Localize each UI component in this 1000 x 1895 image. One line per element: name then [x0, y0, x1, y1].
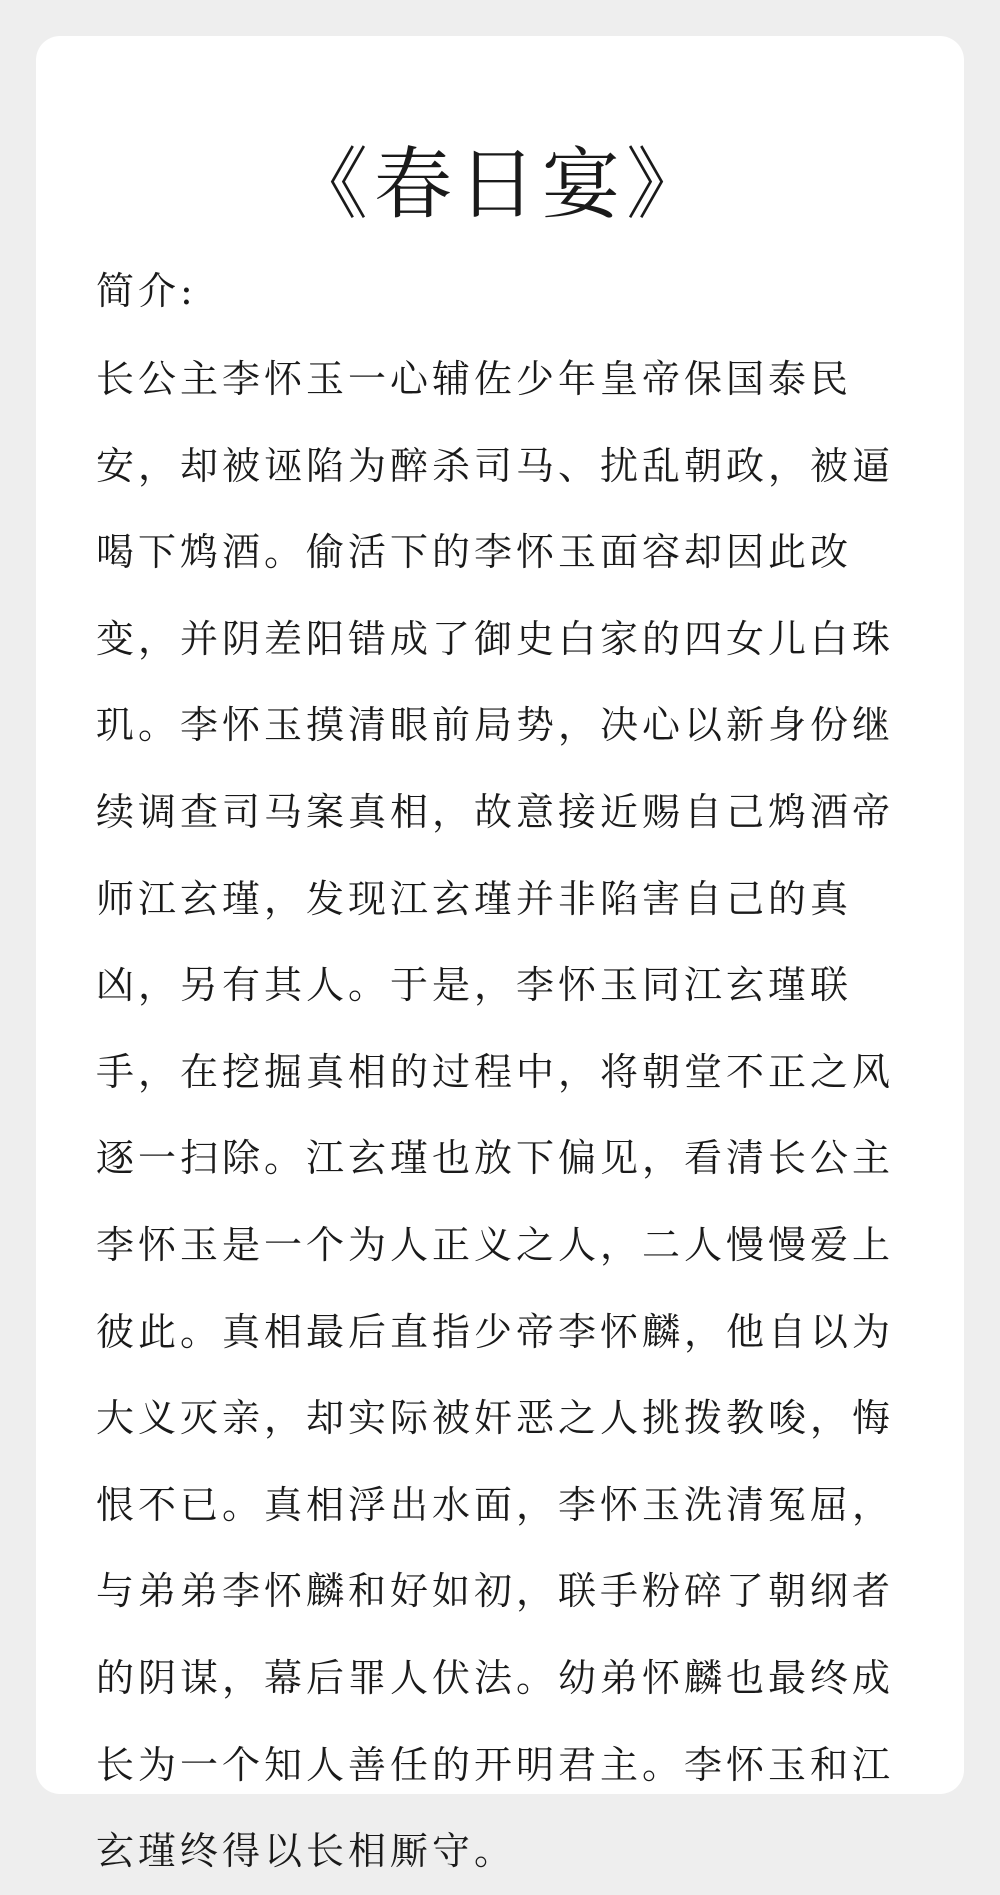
synopsis-line: 与弟弟李怀麟和好如初，联手粉碎了朝纲者 [96, 1569, 895, 1614]
synopsis-line: 恨不已。真相浮出水面，李怀玉洗清冤屈， [96, 1482, 895, 1527]
synopsis-line: 的阴谋，幕后罪人伏法。幼弟怀麟也最终成 [96, 1655, 895, 1700]
synopsis-line: 手，在挖掘真相的过程中，将朝堂不正之风 [96, 1049, 895, 1094]
synopsis-line: 凶，另有其人。于是，李怀玉同江玄瑾联 [96, 963, 853, 1008]
synopsis-line: 逐一扫除。江玄瑾也放下偏见，看清长公主 [96, 1136, 895, 1181]
synopsis-line: 师江玄瑾，发现江玄瑾并非陷害自己的真 [96, 876, 853, 921]
synopsis-line: 李怀玉是一个为人正义之人，二人慢慢爱上 [96, 1222, 895, 1267]
synopsis-line: 长为一个知人善任的开明君主。李怀玉和江 [96, 1742, 895, 1787]
synopsis-line: 续调查司马案真相，故意接近赐自己鸩酒帝 [96, 789, 895, 834]
synopsis-line: 喝下鸩酒。偷活下的李怀玉面容却因此改 [96, 530, 853, 575]
page-background-strip [0, 1801, 1000, 1823]
synopsis-line: 彼此。真相最后直指少帝李怀麟，他自以为 [96, 1309, 895, 1354]
document-title: 《春日宴》 [289, 140, 710, 230]
synopsis-text [96, 336, 932, 1895]
synopsis-line: 玑。李怀玉摸清眼前局势，决心以新身份继 [96, 703, 895, 748]
synopsis-line: 变，并阴差阳错成了御史白家的四女儿白珠 [96, 616, 895, 661]
section-label: 简介: [96, 269, 197, 313]
synopsis-line: 长公主李怀玉一心辅佐少年皇帝保国泰民 [96, 357, 853, 401]
synopsis-line: 大义灭亲，却实际被奸恶之人挑拨教唆，悔 [96, 1396, 895, 1441]
synopsis-line: 安，却被诬陷为醉杀司马、扰乱朝政，被逼 [96, 443, 895, 488]
document-card [36, 36, 964, 1874]
synopsis-line: 玄瑾终得以长相厮守。 [96, 1829, 517, 1874]
